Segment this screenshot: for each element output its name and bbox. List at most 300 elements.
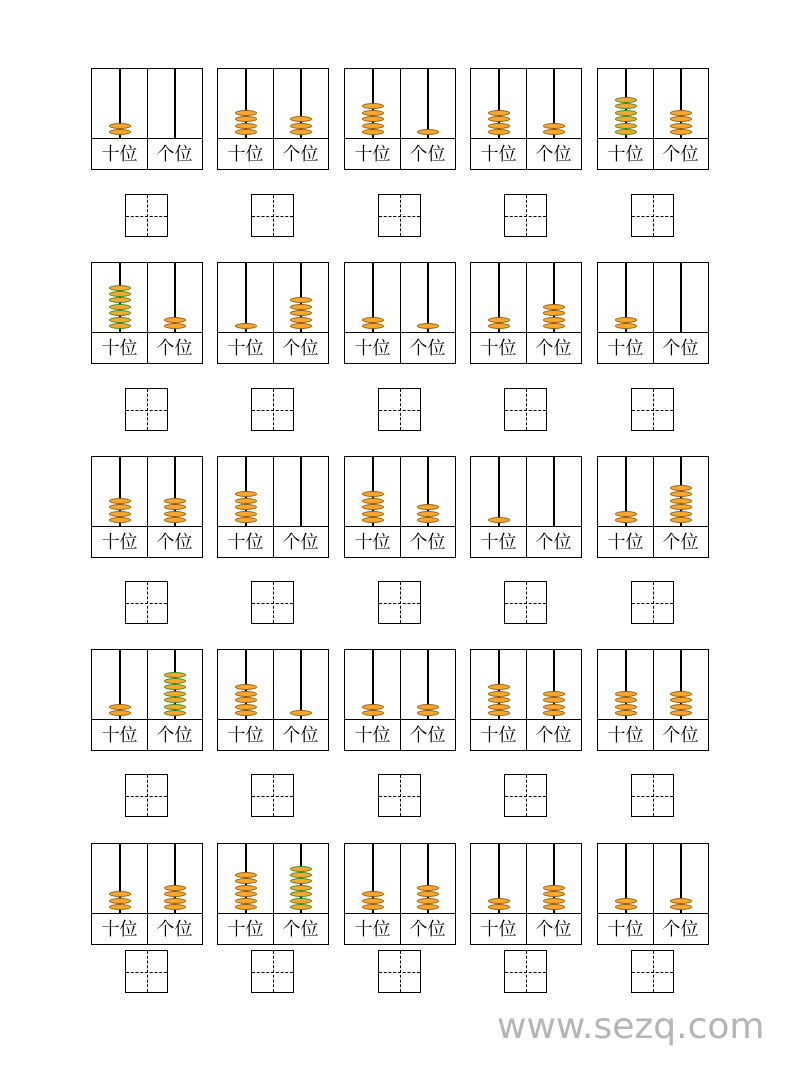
- ones-bead: [417, 898, 439, 904]
- tens-rod: [498, 457, 500, 526]
- answer-box[interactable]: [378, 194, 421, 237]
- tens-bead: [235, 697, 257, 703]
- tens-bead: [235, 891, 257, 897]
- answer-box[interactable]: [631, 950, 674, 993]
- ones-bead: [164, 898, 186, 904]
- abacus-frame: [597, 649, 709, 751]
- ones-bead: [417, 891, 439, 897]
- ones-bead: [670, 110, 692, 116]
- ones-place-label: 个位: [662, 919, 699, 940]
- tens-bead: [235, 504, 257, 510]
- tens-bead: [235, 323, 257, 329]
- ones-bead: [164, 710, 186, 716]
- abacus-frame: [217, 649, 329, 751]
- ones-place-label: 个位: [156, 338, 193, 359]
- tens-bead: [362, 704, 384, 710]
- tens-bead: [488, 323, 510, 329]
- tens-bead: [488, 704, 510, 710]
- ones-bead: [543, 885, 565, 891]
- tens-place-label: 十位: [480, 338, 517, 359]
- tens-place-label: 十位: [607, 338, 644, 359]
- tens-bead: [488, 517, 510, 523]
- ones-bead: [164, 323, 186, 329]
- tens-bead: [615, 511, 637, 517]
- abacus-base-line: [345, 913, 455, 914]
- tens-bead: [235, 129, 257, 135]
- answer-box[interactable]: [378, 950, 421, 993]
- tens-bead: [615, 116, 637, 122]
- ones-bead: [417, 885, 439, 891]
- ones-bead: [290, 297, 312, 303]
- ones-bead: [417, 323, 439, 329]
- abacus-frame: [91, 68, 203, 170]
- abacus-base-line: [598, 526, 708, 527]
- ones-bead: [670, 511, 692, 517]
- tens-bead: [488, 116, 510, 122]
- answer-box-guide-vertical: [400, 582, 401, 623]
- ones-rod: [427, 69, 429, 138]
- ones-place-label: 个位: [156, 532, 193, 553]
- tens-place-label: 十位: [607, 725, 644, 746]
- abacus-base-line: [218, 526, 328, 527]
- ones-place-label: 个位: [662, 532, 699, 553]
- ones-bead: [417, 710, 439, 716]
- answer-box[interactable]: [504, 194, 547, 237]
- abacus-base-line: [92, 332, 202, 333]
- ones-bead: [290, 129, 312, 135]
- ones-bead: [543, 904, 565, 910]
- tens-bead: [615, 697, 637, 703]
- ones-bead: [543, 710, 565, 716]
- tens-bead: [235, 110, 257, 116]
- answer-box-guide-vertical: [400, 195, 401, 236]
- tens-bead: [235, 116, 257, 122]
- tens-bead: [109, 123, 131, 129]
- answer-box-guide-vertical: [147, 951, 148, 992]
- tens-bead: [235, 511, 257, 517]
- ones-bead: [290, 904, 312, 910]
- answer-box-guide-vertical: [273, 775, 274, 816]
- ones-bead: [164, 317, 186, 323]
- ones-place-label: 个位: [409, 144, 446, 165]
- answer-box[interactable]: [504, 581, 547, 624]
- tens-bead: [362, 710, 384, 716]
- abacus-base-line: [92, 719, 202, 720]
- answer-box[interactable]: [251, 581, 294, 624]
- abacus-base-line: [345, 526, 455, 527]
- tens-bead: [109, 511, 131, 517]
- ones-place-label: 个位: [156, 725, 193, 746]
- tens-place-label: 十位: [101, 725, 138, 746]
- answer-box[interactable]: [631, 581, 674, 624]
- tens-bead: [109, 517, 131, 523]
- tens-bead: [109, 297, 131, 303]
- abacus-frame: [470, 649, 582, 751]
- tens-bead: [362, 103, 384, 109]
- ones-bead: [543, 123, 565, 129]
- ones-bead: [670, 697, 692, 703]
- ones-place-label: 个位: [662, 725, 699, 746]
- answer-box-guide-vertical: [273, 195, 274, 236]
- abacus-base-line: [598, 138, 708, 139]
- tens-bead: [235, 704, 257, 710]
- ones-place-label: 个位: [535, 532, 572, 553]
- ones-bead: [164, 672, 186, 678]
- ones-bead: [417, 511, 439, 517]
- abacus-base-line: [345, 719, 455, 720]
- ones-rod: [300, 650, 302, 719]
- ones-bead: [290, 878, 312, 884]
- answer-box[interactable]: [631, 194, 674, 237]
- answer-box[interactable]: [125, 194, 168, 237]
- tens-bead: [362, 904, 384, 910]
- ones-rod: [174, 69, 176, 138]
- abacus-base-line: [471, 719, 581, 720]
- abacus-frame: [597, 843, 709, 945]
- abacus-base-line: [218, 332, 328, 333]
- tens-bead: [488, 691, 510, 697]
- answer-box-guide-vertical: [653, 951, 654, 992]
- tens-bead: [109, 304, 131, 310]
- answer-box[interactable]: [631, 774, 674, 817]
- ones-bead: [543, 129, 565, 135]
- ones-bead: [164, 691, 186, 697]
- ones-bead: [670, 491, 692, 497]
- ones-place-label: 个位: [282, 144, 319, 165]
- ones-rod: [680, 263, 682, 332]
- ones-bead: [417, 129, 439, 135]
- tens-rod: [245, 263, 247, 332]
- answer-box-guide-vertical: [147, 389, 148, 430]
- ones-place-label: 个位: [409, 532, 446, 553]
- tens-bead: [109, 291, 131, 297]
- ones-place-label: 个位: [535, 338, 572, 359]
- tens-bead: [109, 317, 131, 323]
- ones-bead: [543, 323, 565, 329]
- tens-bead: [235, 710, 257, 716]
- tens-bead: [488, 123, 510, 129]
- abacus-base-line: [345, 332, 455, 333]
- abacus-frame: [470, 456, 582, 558]
- ones-place-label: 个位: [282, 532, 319, 553]
- ones-bead: [164, 511, 186, 517]
- answer-box[interactable]: [504, 388, 547, 431]
- tens-bead: [488, 684, 510, 690]
- abacus-frame: [597, 456, 709, 558]
- ones-bead: [290, 891, 312, 897]
- answer-box[interactable]: [378, 388, 421, 431]
- tens-bead: [615, 517, 637, 523]
- answer-box[interactable]: [125, 388, 168, 431]
- tens-place-label: 十位: [227, 144, 264, 165]
- abacus-frame: [470, 843, 582, 945]
- abacus-frame: [344, 262, 456, 364]
- tens-place-label: 十位: [354, 532, 391, 553]
- tens-place-label: 十位: [480, 532, 517, 553]
- abacus-base-line: [218, 719, 328, 720]
- tens-bead: [615, 704, 637, 710]
- watermark: www.sezq.com: [497, 1006, 765, 1047]
- ones-bead: [670, 517, 692, 523]
- ones-rod: [427, 263, 429, 332]
- ones-bead: [164, 904, 186, 910]
- tens-bead: [109, 129, 131, 135]
- ones-place-label: 个位: [409, 338, 446, 359]
- tens-place-label: 十位: [227, 338, 264, 359]
- ones-place-label: 个位: [662, 144, 699, 165]
- ones-place-label: 个位: [409, 919, 446, 940]
- tens-bead: [615, 691, 637, 697]
- ones-bead: [164, 678, 186, 684]
- ones-bead: [290, 317, 312, 323]
- abacus-frame: [344, 68, 456, 170]
- ones-bead: [543, 898, 565, 904]
- tens-place-label: 十位: [480, 144, 517, 165]
- ones-bead: [543, 704, 565, 710]
- abacus-base-line: [345, 138, 455, 139]
- ones-bead: [543, 317, 565, 323]
- answer-box-guide-vertical: [526, 582, 527, 623]
- abacus-base-line: [218, 138, 328, 139]
- tens-place-label: 十位: [480, 725, 517, 746]
- tens-bead: [109, 504, 131, 510]
- answer-box[interactable]: [125, 581, 168, 624]
- abacus-base-line: [92, 913, 202, 914]
- tens-bead: [109, 310, 131, 316]
- tens-bead: [235, 872, 257, 878]
- ones-bead: [417, 517, 439, 523]
- abacus-frame: [217, 262, 329, 364]
- answer-box-guide-vertical: [273, 951, 274, 992]
- answer-box-guide-vertical: [526, 775, 527, 816]
- tens-bead: [362, 504, 384, 510]
- tens-place-label: 十位: [101, 532, 138, 553]
- tens-bead: [615, 129, 637, 135]
- answer-box-guide-vertical: [147, 775, 148, 816]
- ones-bead: [670, 691, 692, 697]
- tens-bead: [362, 498, 384, 504]
- tens-bead: [488, 898, 510, 904]
- answer-box-guide-vertical: [400, 775, 401, 816]
- tens-bead: [488, 697, 510, 703]
- answer-box[interactable]: [125, 774, 168, 817]
- tens-place-label: 十位: [607, 919, 644, 940]
- abacus-frame: [91, 843, 203, 945]
- abacus-base-line: [598, 913, 708, 914]
- abacus-frame: [91, 456, 203, 558]
- tens-bead: [488, 129, 510, 135]
- answer-box[interactable]: [378, 774, 421, 817]
- abacus-frame: [344, 456, 456, 558]
- ones-bead: [670, 129, 692, 135]
- ones-bead: [670, 704, 692, 710]
- answer-box-guide-vertical: [653, 775, 654, 816]
- abacus-base-line: [92, 526, 202, 527]
- ones-bead: [290, 872, 312, 878]
- abacus-frame: [597, 262, 709, 364]
- ones-bead: [164, 517, 186, 523]
- tens-bead: [615, 110, 637, 116]
- abacus-frame: [344, 843, 456, 945]
- abacus-base-line: [471, 913, 581, 914]
- ones-bead: [670, 904, 692, 910]
- abacus-base-line: [471, 526, 581, 527]
- abacus-base-line: [471, 332, 581, 333]
- tens-bead: [109, 904, 131, 910]
- tens-bead: [615, 710, 637, 716]
- tens-bead: [615, 97, 637, 103]
- ones-bead: [417, 904, 439, 910]
- ones-bead: [670, 504, 692, 510]
- abacus-base-line: [218, 913, 328, 914]
- tens-bead: [615, 317, 637, 323]
- tens-bead: [109, 710, 131, 716]
- tens-place-label: 十位: [480, 919, 517, 940]
- ones-bead: [290, 898, 312, 904]
- ones-bead: [164, 684, 186, 690]
- tens-bead: [362, 323, 384, 329]
- abacus-frame: [217, 68, 329, 170]
- answer-box-guide-vertical: [273, 389, 274, 430]
- ones-bead: [670, 123, 692, 129]
- ones-bead: [670, 498, 692, 504]
- answer-box-guide-vertical: [653, 389, 654, 430]
- ones-bead: [543, 691, 565, 697]
- tens-bead: [362, 511, 384, 517]
- ones-bead: [670, 116, 692, 122]
- tens-place-label: 十位: [101, 338, 138, 359]
- tens-bead: [488, 110, 510, 116]
- answer-box-guide-vertical: [653, 195, 654, 236]
- ones-bead: [164, 704, 186, 710]
- tens-place-label: 十位: [227, 725, 264, 746]
- tens-place-label: 十位: [354, 144, 391, 165]
- tens-bead: [362, 491, 384, 497]
- abacus-frame: [470, 68, 582, 170]
- abacus-frame: [91, 262, 203, 364]
- tens-place-label: 十位: [354, 919, 391, 940]
- tens-bead: [235, 491, 257, 497]
- tens-bead: [615, 904, 637, 910]
- answer-box[interactable]: [251, 194, 294, 237]
- ones-bead: [543, 891, 565, 897]
- answer-box-guide-vertical: [400, 389, 401, 430]
- tens-bead: [362, 317, 384, 323]
- ones-bead: [543, 697, 565, 703]
- tens-place-label: 十位: [101, 144, 138, 165]
- abacus-base-line: [598, 332, 708, 333]
- tens-bead: [235, 123, 257, 129]
- answer-box-guide-vertical: [273, 582, 274, 623]
- answer-box-guide-vertical: [147, 582, 148, 623]
- ones-rod: [300, 457, 302, 526]
- tens-bead: [362, 116, 384, 122]
- abacus-frame: [217, 843, 329, 945]
- tens-place-label: 十位: [607, 144, 644, 165]
- ones-bead: [543, 304, 565, 310]
- ones-bead: [164, 885, 186, 891]
- ones-bead: [290, 310, 312, 316]
- answer-box[interactable]: [251, 774, 294, 817]
- answer-box[interactable]: [504, 774, 547, 817]
- tens-bead: [109, 898, 131, 904]
- ones-bead: [164, 891, 186, 897]
- ones-bead: [164, 697, 186, 703]
- ones-bead: [290, 116, 312, 122]
- tens-place-label: 十位: [227, 532, 264, 553]
- answer-box[interactable]: [504, 950, 547, 993]
- tens-bead: [615, 123, 637, 129]
- tens-place-label: 十位: [607, 532, 644, 553]
- abacus-frame: [470, 262, 582, 364]
- answer-box[interactable]: [631, 388, 674, 431]
- answer-box[interactable]: [251, 950, 294, 993]
- tens-bead: [362, 123, 384, 129]
- answer-box-guide-vertical: [526, 951, 527, 992]
- tens-bead: [235, 898, 257, 904]
- tens-place-label: 十位: [227, 919, 264, 940]
- ones-place-label: 个位: [409, 725, 446, 746]
- ones-bead: [670, 710, 692, 716]
- ones-bead: [164, 504, 186, 510]
- abacus-frame: [344, 649, 456, 751]
- tens-bead: [235, 904, 257, 910]
- answer-box-guide-vertical: [653, 582, 654, 623]
- tens-bead: [615, 103, 637, 109]
- answer-box[interactable]: [125, 950, 168, 993]
- answer-box-guide-vertical: [526, 389, 527, 430]
- tens-bead: [235, 498, 257, 504]
- ones-bead: [290, 304, 312, 310]
- tens-bead: [362, 517, 384, 523]
- tens-bead: [362, 891, 384, 897]
- tens-bead: [235, 885, 257, 891]
- answer-box[interactable]: [378, 581, 421, 624]
- tens-bead: [109, 704, 131, 710]
- abacus-frame: [597, 68, 709, 170]
- tens-bead: [109, 498, 131, 504]
- answer-box[interactable]: [251, 388, 294, 431]
- ones-place-label: 个位: [535, 725, 572, 746]
- tens-bead: [235, 684, 257, 690]
- ones-bead: [290, 123, 312, 129]
- answer-box-guide-vertical: [526, 195, 527, 236]
- ones-rod: [553, 457, 555, 526]
- tens-bead: [109, 323, 131, 329]
- tens-bead: [488, 317, 510, 323]
- answer-box-guide-vertical: [400, 951, 401, 992]
- tens-bead: [235, 517, 257, 523]
- tens-bead: [109, 891, 131, 897]
- tens-place-label: 十位: [101, 919, 138, 940]
- ones-place-label: 个位: [282, 725, 319, 746]
- tens-bead: [615, 898, 637, 904]
- ones-bead: [417, 704, 439, 710]
- answer-box-guide-vertical: [147, 195, 148, 236]
- ones-place-label: 个位: [282, 338, 319, 359]
- tens-bead: [362, 898, 384, 904]
- ones-bead: [417, 504, 439, 510]
- abacus-frame: [217, 456, 329, 558]
- ones-place-label: 个位: [662, 338, 699, 359]
- ones-place-label: 个位: [156, 144, 193, 165]
- ones-place-label: 个位: [535, 144, 572, 165]
- ones-bead: [290, 885, 312, 891]
- ones-bead: [290, 323, 312, 329]
- abacus-base-line: [598, 719, 708, 720]
- ones-bead: [543, 310, 565, 316]
- ones-place-label: 个位: [535, 919, 572, 940]
